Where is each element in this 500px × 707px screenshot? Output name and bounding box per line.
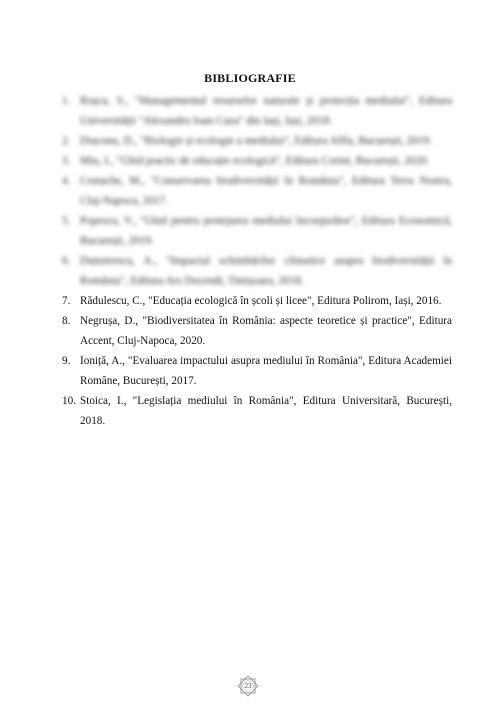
page-number: 23 <box>244 682 252 690</box>
entry-text: Stoica, I., "Legislația mediului în România", Editura Universitară, București, 2018. <box>80 395 452 427</box>
entry-text: Costache, M., "Conservarea biodiversității în România", Editura Terra Nostra, Cluj-Napoca, 2017. <box>80 175 452 207</box>
bibliography-list <box>62 91 452 431</box>
entry-number: 4. <box>62 175 71 187</box>
bibliography-entry <box>62 391 452 431</box>
page-number-badge <box>236 674 260 698</box>
entry-text: Negrușa, D., "Biodiversitatea în România: aspecte teoretice și practice", Editura Accent, Cluj-Napoca, 2020. <box>80 315 452 347</box>
bibliography-entry <box>62 91 452 131</box>
bibliography-entry <box>62 351 452 391</box>
entry-number: 3. <box>62 155 71 167</box>
page-title: BIBLIOGRAFIE <box>204 71 296 85</box>
bibliography-entry <box>62 311 452 351</box>
entry-text: Popescu, V., "Ghid pentru protejarea mediului înconjurător", Editura Economică, București, 2019. <box>80 215 452 247</box>
entry-text: Rădulescu, C., "Educația ecologică în școli și licee", Editura Polirom, Iași, 2016. <box>80 295 442 307</box>
bibliography-entry <box>62 291 452 311</box>
entry-number: 2. <box>62 135 71 147</box>
bibliography-entry <box>62 171 452 211</box>
bibliography-entry <box>62 131 452 151</box>
bibliography-entry <box>62 211 452 251</box>
bibliography-entry <box>62 251 452 291</box>
entry-text: Diaconu, D., "Biologie și ecologie a mediului", Editura Allfa, București, 2019. <box>80 135 432 147</box>
entry-number: 10. <box>62 395 76 407</box>
entry-number: 9. <box>62 355 71 367</box>
entry-number: 5. <box>62 215 71 227</box>
entry-number: 6. <box>62 255 71 267</box>
entry-number: 1. <box>62 95 71 107</box>
entry-text: Miu, I., "Ghid practic de educație ecologică", Editura Corint, București, 2020. <box>80 155 430 167</box>
entry-text: Roșca, S., "Managementul resurselor naturale și protecția mediului", Editura Universității "Alexandru Ioan Cuza" din Iași, Iași, 2018. <box>80 95 452 127</box>
entry-text: Dumitrescu, A., "Impactul schimbărilor climatice asupra biodiversității în România", Editura Ars Docendi, Timișoara, 2018. <box>80 255 452 287</box>
entry-number: 7. <box>62 295 71 307</box>
bibliography-entry <box>62 151 452 171</box>
entry-text: Ioniță, A., "Evaluarea impactului asupra mediului în România", Editura Academiei Române, București, 2017. <box>80 355 452 387</box>
entry-number: 8. <box>62 315 71 327</box>
